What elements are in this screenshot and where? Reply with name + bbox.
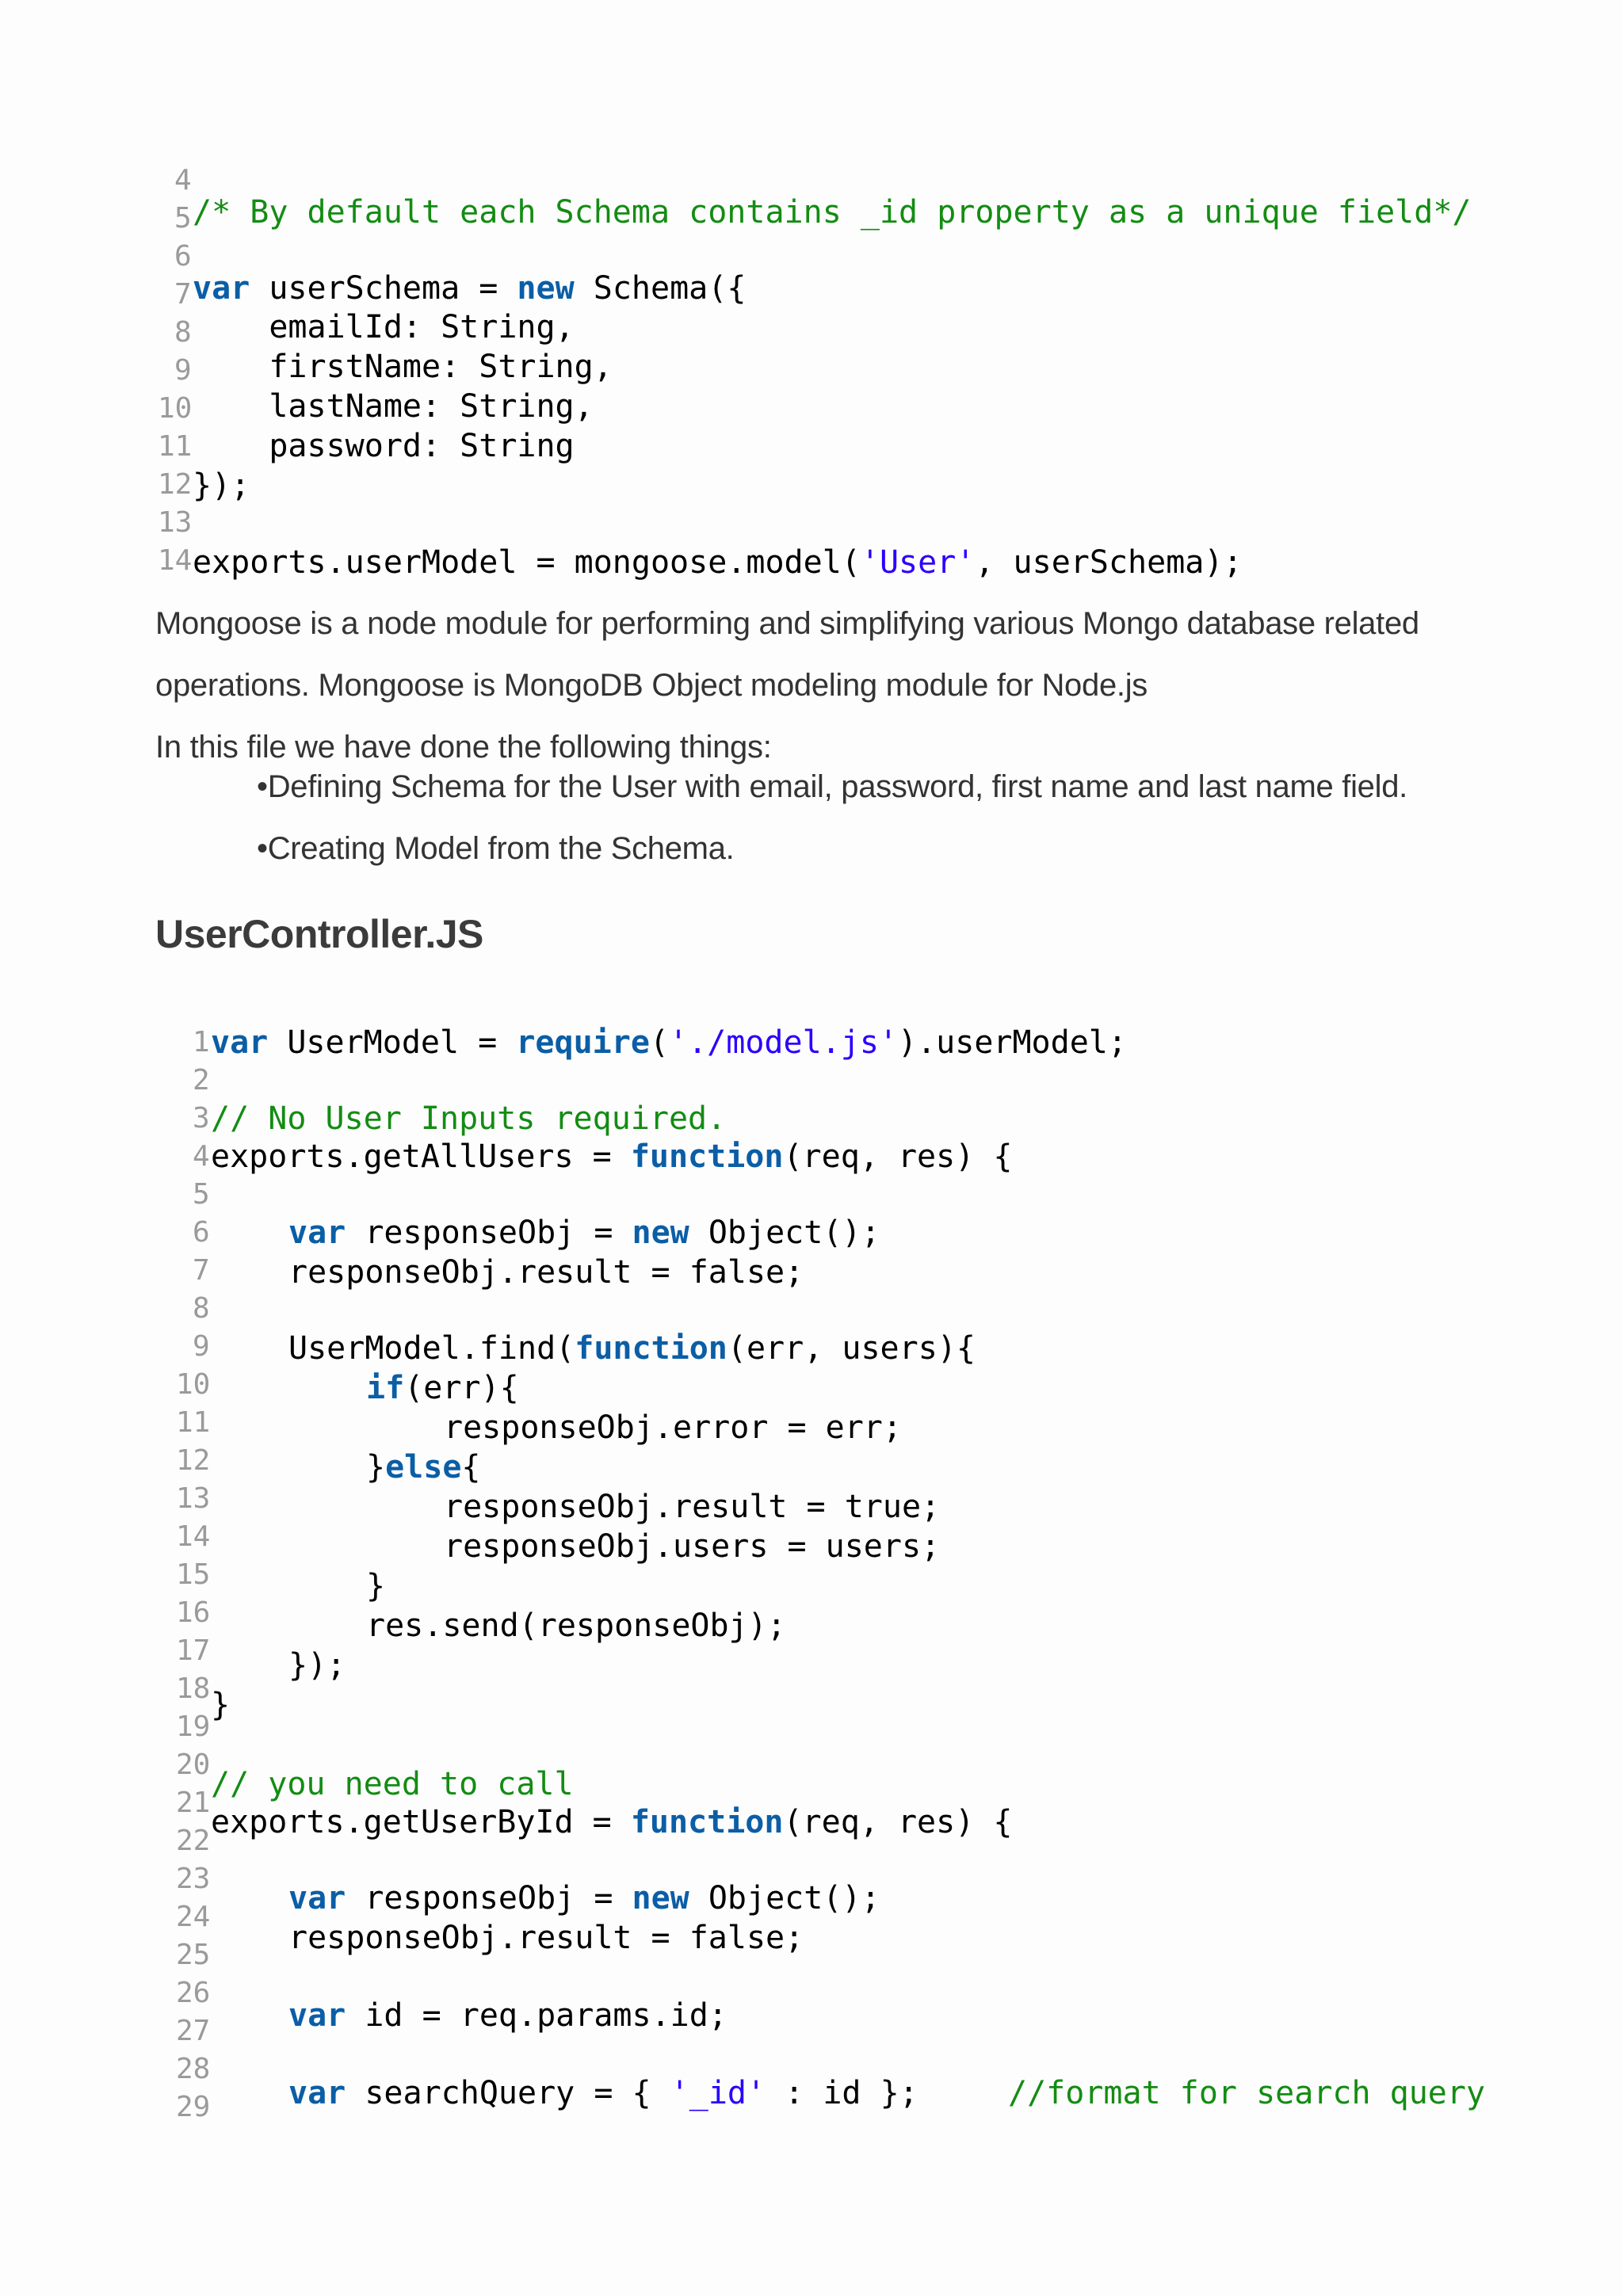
keyword: function: [630, 1804, 784, 1840]
line-number: 2: [193, 1064, 210, 1097]
code-text: : id };: [766, 2075, 918, 2111]
line-number: 14: [158, 544, 193, 577]
keyword: require: [516, 1024, 650, 1061]
keyword: new: [632, 1880, 689, 1917]
code-line: firstName: String,: [193, 349, 613, 385]
line-number: 15: [176, 1558, 211, 1591]
code-text: Object();: [689, 1215, 880, 1251]
code-text: (: [649, 1024, 669, 1061]
keyword: new: [517, 270, 575, 307]
code-line: [211, 1138, 1013, 1175]
code-text: (req, res) {: [783, 1804, 1013, 1840]
code-text: UserModel =: [268, 1024, 517, 1061]
code-text: id = req.params.id;: [346, 1997, 727, 2034]
line-number: 11: [176, 1406, 211, 1439]
code-line: password: String: [193, 428, 575, 464]
code-string: './model.js': [669, 1024, 898, 1061]
line-number: 23: [176, 1863, 211, 1895]
code-comment: // you need to call: [211, 1766, 574, 1802]
code-text: UserModel.find(: [288, 1330, 575, 1367]
code-text: responseObj =: [346, 1215, 632, 1251]
keyword: function: [630, 1138, 784, 1175]
code-comment: //format for search query: [1008, 2075, 1486, 2111]
keyword: var: [288, 2075, 346, 2111]
line-number: 6: [193, 1216, 210, 1249]
line-number: 16: [176, 1596, 211, 1629]
code-line: [288, 1330, 976, 1367]
code-line: responseObj.users = users;: [444, 1528, 941, 1565]
code-string: 'User': [860, 544, 976, 581]
code-line: }: [366, 1568, 386, 1604]
section-heading: UserController.JS: [155, 912, 483, 956]
line-number: 9: [174, 354, 192, 387]
code-line: emailId: String,: [193, 309, 575, 345]
line-number: 19: [176, 1711, 211, 1743]
line-number: 21: [176, 1787, 211, 1819]
line-number: 3: [193, 1102, 210, 1135]
keyword: if: [366, 1370, 405, 1406]
code-line: res.send(responseObj);: [366, 1608, 786, 1644]
keyword: new: [632, 1215, 689, 1251]
code-line: });: [288, 1647, 346, 1684]
code-string: '_id': [670, 2075, 766, 2111]
code-text: Schema({: [574, 270, 747, 307]
code-text: (err){: [404, 1370, 519, 1406]
code-line: responseObj.result = false;: [288, 1920, 804, 1956]
code-line: [288, 2077, 918, 2109]
paragraph: In this file we have done the following things:: [155, 730, 772, 765]
code-line: [211, 1024, 1127, 1061]
code-text: {: [461, 1449, 481, 1486]
line-number: 24: [176, 1901, 211, 1933]
line-number: 7: [193, 1254, 210, 1287]
line-number: 5: [174, 202, 192, 235]
keyword: var: [288, 1997, 346, 2034]
code-text: Object();: [689, 1880, 880, 1917]
code-text: responseObj =: [346, 1880, 632, 1917]
line-number: 20: [176, 1749, 211, 1781]
line-number: 27: [176, 2015, 211, 2047]
line-number: 18: [176, 1672, 211, 1705]
line-number: 12: [158, 468, 193, 501]
line-number: 10: [176, 1368, 211, 1401]
line-number: 1: [193, 1026, 210, 1058]
code-line: responseObj.result = true;: [444, 1489, 941, 1525]
keyword: var: [288, 1880, 346, 1917]
line-number: 8: [174, 316, 192, 349]
code-text: exports.userModel = mongoose.model(: [193, 544, 861, 581]
line-number: 28: [176, 2053, 211, 2085]
line-number: 9: [193, 1330, 210, 1363]
line-number: 29: [176, 2091, 211, 2123]
code-text: ).userModel;: [897, 1024, 1127, 1061]
line-number: 10: [158, 392, 193, 425]
line-number: 4: [174, 164, 192, 196]
line-number: 8: [193, 1292, 210, 1325]
line-number: 13: [176, 1482, 211, 1515]
keyword: function: [575, 1330, 727, 1367]
code-comment: // No User Inputs required.: [211, 1100, 727, 1137]
code-line: [193, 544, 1243, 581]
code-line: lastName: String,: [193, 388, 594, 425]
code-line: [288, 1217, 880, 1249]
code-line: }: [211, 1687, 231, 1723]
line-number: 14: [176, 1520, 211, 1553]
keyword: var: [288, 1215, 346, 1251]
line-number: 4: [193, 1140, 210, 1173]
code-line: [366, 1372, 519, 1404]
code-text: (err, users){: [727, 1330, 976, 1367]
code-comment: /* By default each Schema contains _id property as a unique field*/: [193, 194, 1472, 231]
bullet-item: •Defining Schema for the User with email, password, first name and last name field.: [257, 769, 1407, 804]
line-number: 26: [176, 1977, 211, 2009]
line-number: 25: [176, 1939, 211, 1971]
line-number: 13: [158, 506, 193, 539]
code-text: , userSchema);: [975, 544, 1243, 581]
paragraph-line: Mongoose is a node module for performing and simplifying various Mongo database related: [155, 606, 1419, 641]
keyword: var: [193, 270, 250, 307]
code-line: [288, 1997, 727, 2034]
code-text: searchQuery = {: [346, 2075, 670, 2111]
code-line: });: [193, 467, 250, 504]
line-number: 11: [158, 430, 193, 463]
keyword: else: [385, 1449, 462, 1486]
line-number: 17: [176, 1634, 211, 1667]
code-text: userSchema =: [250, 270, 517, 307]
code-line: [193, 270, 747, 307]
code-text: exports.getAllUsers =: [211, 1138, 631, 1175]
line-number: 7: [174, 278, 192, 311]
code-line: [211, 1806, 1012, 1838]
code-line: responseObj.result = false;: [288, 1254, 804, 1291]
line-number: 5: [193, 1178, 210, 1211]
code-text: (req, res) {: [783, 1138, 1013, 1175]
line-number: 6: [174, 240, 192, 273]
bullet-item: •Creating Model from the Schema.: [257, 831, 735, 866]
code-line: [288, 1880, 880, 1917]
line-number: 22: [176, 1825, 211, 1857]
code-line: responseObj.error = err;: [444, 1409, 902, 1446]
keyword: var: [211, 1024, 269, 1061]
code-text: }: [366, 1449, 386, 1486]
code-text: exports.getUserById =: [211, 1804, 631, 1840]
line-number: 12: [176, 1444, 211, 1477]
paragraph-line: operations. Mongoose is MongoDB Object modeling module for Node.js: [155, 668, 1148, 703]
code-line: [366, 1449, 481, 1486]
